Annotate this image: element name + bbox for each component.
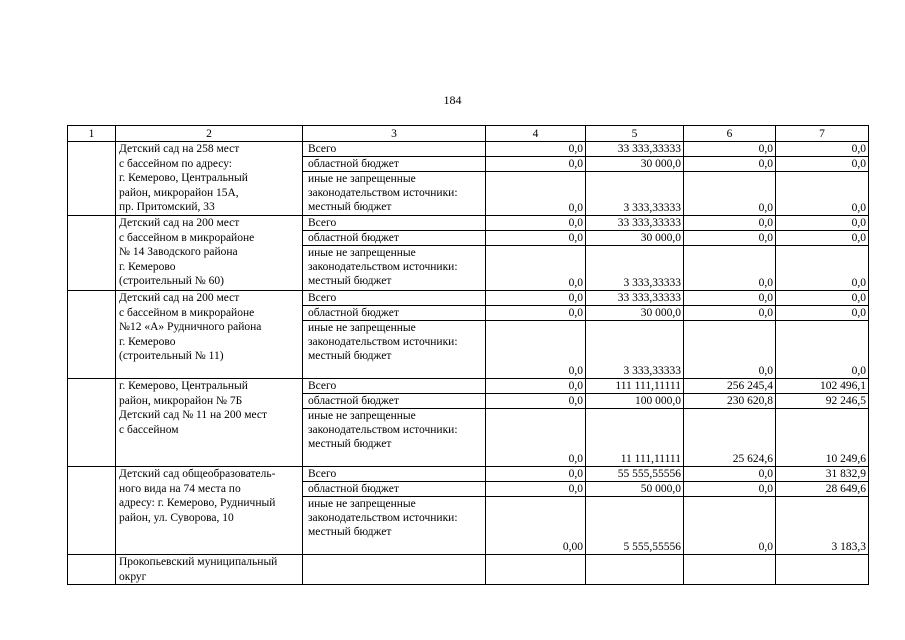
object-name xyxy=(116,291,303,379)
value-cell: 3 333,33333 xyxy=(586,246,684,291)
value-cell: 100 000,0 xyxy=(586,394,684,409)
value-cell: 28 649,6 xyxy=(776,482,869,497)
value-cell: 30 000,0 xyxy=(586,306,684,321)
header-cell: 2 xyxy=(116,126,303,142)
source-other-line: законодательством источники: xyxy=(308,336,458,348)
value-cell: 33 333,33333 xyxy=(586,291,684,306)
value-cell: 0,0 xyxy=(684,497,776,555)
header-row xyxy=(68,126,869,142)
source-other-line: законодательством источники: xyxy=(308,187,458,199)
value-cell: 0,0 xyxy=(776,291,869,306)
municipality-name xyxy=(116,555,303,585)
source-other-line: местный бюджет xyxy=(308,350,392,362)
source-total: Всего xyxy=(303,291,486,306)
header-cell: 4 xyxy=(486,126,586,142)
object-name-line: пр. Притомский, 33 xyxy=(119,201,215,214)
value-cell: 0,0 xyxy=(684,172,776,216)
source-other-line: иные не запрещенные xyxy=(308,322,416,334)
source-regional: областной бюджет xyxy=(303,394,486,409)
value-cell: 31 832,9 xyxy=(776,467,869,482)
source-other-line: иные не запрещенные xyxy=(308,498,416,510)
object-name-line: (строительный № 11) xyxy=(119,350,224,363)
value-cell: 30 000,0 xyxy=(586,231,684,246)
source-other-line: законодательством источники: xyxy=(308,261,458,273)
value-cell: 256 245,4 xyxy=(684,379,776,394)
value-cell: 0,0 xyxy=(776,216,869,231)
budget-table xyxy=(67,125,869,585)
number-cell xyxy=(68,216,116,291)
value-cell: 55 555,55556 xyxy=(586,467,684,482)
value-cell: 0,0 xyxy=(486,321,586,379)
value-cell: 33 333,33333 xyxy=(586,142,684,157)
object-name-line: г. Кемерово xyxy=(119,335,176,348)
value-cell: 0,0 xyxy=(776,231,869,246)
source-regional: областной бюджет xyxy=(303,306,486,321)
value-cell: 10 249,6 xyxy=(776,409,869,467)
value-cell: 25 624,6 xyxy=(684,409,776,467)
value-cell: 0,0 xyxy=(684,142,776,157)
empty-cell xyxy=(776,555,869,585)
table-row xyxy=(68,216,869,231)
value-cell: 0,0 xyxy=(486,231,586,246)
value-cell: 0,0 xyxy=(684,306,776,321)
source-total: Всего xyxy=(303,216,486,231)
source-regional: областной бюджет xyxy=(303,157,486,172)
value-cell: 0,0 xyxy=(486,157,586,172)
source-other xyxy=(303,246,486,291)
source-other-line: законодательством источники: xyxy=(308,424,458,436)
source-other-line: иные не запрещенные xyxy=(308,247,416,259)
value-cell: 0,00 xyxy=(486,497,586,555)
value-cell: 0,0 xyxy=(486,394,586,409)
number-cell xyxy=(68,555,116,585)
header-cell: 5 xyxy=(586,126,684,142)
value-cell: 0,0 xyxy=(486,172,586,216)
value-cell: 0,0 xyxy=(684,467,776,482)
source-other-line: иные не запрещенные xyxy=(308,173,416,185)
value-cell: 0,0 xyxy=(776,246,869,291)
source-total: Всего xyxy=(303,142,486,157)
value-cell: 0,0 xyxy=(684,291,776,306)
source-total: Всего xyxy=(303,467,486,482)
source-other-line: иные не запрещенные xyxy=(308,410,416,422)
object-name-line: г. Кемерово xyxy=(119,260,176,273)
value-cell: 0,0 xyxy=(486,409,586,467)
source-other-line: местный бюджет xyxy=(308,438,392,450)
value-cell: 0,0 xyxy=(776,157,869,172)
source-other xyxy=(303,321,486,379)
source-total: Всего xyxy=(303,379,486,394)
object-name-line: г. Кемерово, Центральный xyxy=(119,380,248,392)
object-name-line: Детский сад на 200 мест xyxy=(119,292,240,304)
table-row xyxy=(68,467,869,482)
header-cell: 1 xyxy=(68,126,116,142)
object-name-line: № 14 Заводского района xyxy=(119,246,238,259)
value-cell: 33 333,33333 xyxy=(586,216,684,231)
object-name-line: адресу: г. Кемерово, Рудничный xyxy=(119,497,276,510)
value-cell: 0,0 xyxy=(684,216,776,231)
value-cell: 5 555,55556 xyxy=(586,497,684,555)
value-cell: 230 620,8 xyxy=(684,394,776,409)
value-cell: 111 111,11111 xyxy=(586,379,684,394)
object-name-line: г. Кемерово, Центральный xyxy=(119,172,248,185)
object-name-line: Детский сад на 200 мест xyxy=(119,217,240,229)
municipality-name-line: Прокопьевский муниципальный xyxy=(119,556,278,568)
object-name xyxy=(116,379,303,467)
value-cell: 0,0 xyxy=(776,306,869,321)
source-other-line: местный бюджет xyxy=(308,201,392,213)
table-row xyxy=(68,555,869,585)
municipality-name-line: округ xyxy=(119,570,147,583)
header-cell: 3 xyxy=(303,126,486,142)
number-cell xyxy=(68,142,116,216)
value-cell: 0,0 xyxy=(776,142,869,157)
value-cell: 0,0 xyxy=(486,379,586,394)
object-name-line: с бассейном в микрорайоне xyxy=(119,306,255,319)
object-name-line: район, микрорайон № 7Б xyxy=(119,394,243,407)
value-cell: 0,0 xyxy=(684,246,776,291)
number-cell xyxy=(68,467,116,555)
value-cell: 0,0 xyxy=(486,291,586,306)
header-cell: 6 xyxy=(684,126,776,142)
value-cell: 0,0 xyxy=(684,482,776,497)
value-cell: 3 183,3 xyxy=(776,497,869,555)
header-cell: 7 xyxy=(776,126,869,142)
object-name xyxy=(116,216,303,291)
value-cell: 0,0 xyxy=(486,216,586,231)
value-cell: 0,0 xyxy=(486,306,586,321)
number-cell xyxy=(68,291,116,379)
source-regional: областной бюджет xyxy=(303,231,486,246)
object-name-line: (строительный № 60) xyxy=(119,275,224,288)
source-other-line: местный бюджет xyxy=(308,275,392,287)
object-name-line: с бассейном по адресу: xyxy=(119,157,233,170)
value-cell: 3 333,33333 xyxy=(586,172,684,216)
object-name-line: район, ул. Суворова, 10 xyxy=(119,511,234,524)
value-cell: 102 496,1 xyxy=(776,379,869,394)
object-name xyxy=(116,142,303,216)
empty-cell xyxy=(684,555,776,585)
value-cell: 30 000,0 xyxy=(586,157,684,172)
object-name xyxy=(116,467,303,555)
source-regional: областной бюджет xyxy=(303,482,486,497)
value-cell: 3 333,33333 xyxy=(586,321,684,379)
table-row xyxy=(68,142,869,157)
value-cell: 0,0 xyxy=(684,157,776,172)
value-cell: 0,0 xyxy=(486,142,586,157)
page-number: 184 xyxy=(443,93,462,107)
value-cell: 92 246,5 xyxy=(776,394,869,409)
empty-cell xyxy=(586,555,684,585)
value-cell: 0,0 xyxy=(486,246,586,291)
object-name-line: Детский сад на 258 мест xyxy=(119,143,240,155)
table-row xyxy=(68,379,869,394)
value-cell: 0,0 xyxy=(684,231,776,246)
source-other xyxy=(303,497,486,555)
source-other-line: местный бюджет xyxy=(308,526,392,538)
table-row xyxy=(68,291,869,306)
value-cell: 0,0 xyxy=(486,467,586,482)
value-cell: 0,0 xyxy=(776,172,869,216)
source-other xyxy=(303,172,486,216)
empty-cell xyxy=(303,555,486,585)
source-other-line: законодательством источники: xyxy=(308,512,458,524)
number-cell xyxy=(68,379,116,467)
object-name-line: Детский сад общеобразователь- xyxy=(119,468,276,480)
object-name-line: Детский сад № 11 на 200 мест xyxy=(119,409,268,422)
value-cell: 0,0 xyxy=(684,321,776,379)
value-cell: 11 111,11111 xyxy=(586,409,684,467)
empty-cell xyxy=(486,555,586,585)
object-name-line: №12 «А» Рудничного района xyxy=(119,321,262,334)
value-cell: 0,0 xyxy=(776,321,869,379)
object-name-line: район, микрорайон 15А, xyxy=(119,186,239,199)
source-other xyxy=(303,409,486,467)
object-name-line: с бассейном xyxy=(119,423,179,436)
object-name-line: ного вида на 74 места по xyxy=(119,482,241,495)
value-cell: 0,0 xyxy=(486,482,586,497)
object-name-line: с бассейном в микрорайоне xyxy=(119,231,255,244)
value-cell: 50 000,0 xyxy=(586,482,684,497)
